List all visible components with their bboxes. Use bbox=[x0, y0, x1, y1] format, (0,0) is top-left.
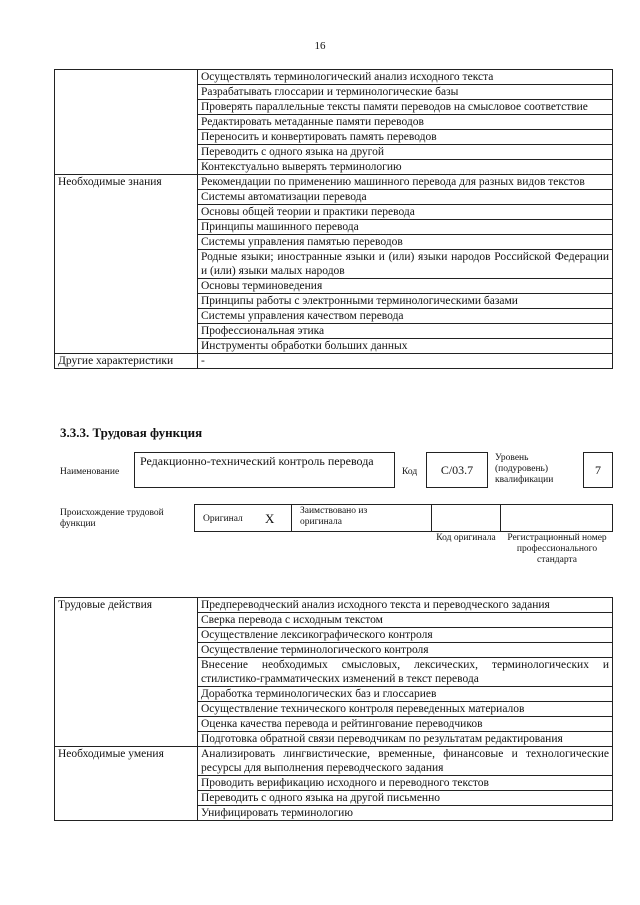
page-number: 16 bbox=[314, 40, 326, 52]
table-row bbox=[55, 702, 613, 717]
table-row bbox=[55, 100, 613, 115]
row-text: Предпереводческий анализ исходного текста и переводческого задания bbox=[198, 598, 613, 613]
row-label bbox=[55, 70, 198, 85]
table-row bbox=[55, 309, 613, 324]
row-text: Анализировать лингвистические, временные, финансовые и технологические ресурсы для выполнения переводческого задания bbox=[198, 747, 613, 776]
table-row bbox=[55, 658, 613, 687]
row-text: Оценка качества перевода и рейтингование переводчиков bbox=[198, 717, 613, 732]
row-text: Родные языки; иностранные языки и (или) языки народов Российской Федерации и (или) языки малых народов bbox=[198, 250, 613, 279]
row-label bbox=[55, 220, 198, 235]
row-text: Проводить верификацию исходного и переводного текстов bbox=[198, 776, 613, 791]
row-text: Внесение необходимых смысловых, лексических, терминологических и стилистико-грамматических изменений в текст перевода bbox=[198, 658, 613, 687]
requirements-table-bottom bbox=[54, 597, 613, 821]
table-row bbox=[55, 732, 613, 747]
row-text: Осуществлять терминологический анализ исходного текста bbox=[198, 70, 613, 85]
reg-number-caption: Регистрационный номер профессионального стандарта bbox=[507, 533, 607, 565]
row-label bbox=[55, 717, 198, 732]
name-label: Наименование bbox=[60, 467, 120, 477]
table-row bbox=[55, 598, 613, 613]
row-label bbox=[55, 791, 198, 806]
code-original-box bbox=[431, 504, 501, 532]
row-label bbox=[55, 643, 198, 658]
row-text: Подготовка обратной связи переводчикам по результатам редактирования bbox=[198, 732, 613, 747]
level-label: Уровень (подуровень) квалификации bbox=[495, 453, 554, 485]
table-row bbox=[55, 115, 613, 130]
row-label bbox=[55, 205, 198, 220]
row-label bbox=[55, 190, 198, 205]
row-label bbox=[55, 806, 198, 821]
row-text: Проверять параллельные тексты памяти переводов на смысловое соответствие bbox=[198, 100, 613, 115]
row-text: Переводить с одного языка на другой письменно bbox=[198, 791, 613, 806]
row-label bbox=[55, 687, 198, 702]
table-row bbox=[55, 354, 613, 369]
row-label-knowledge: Необходимые знания bbox=[55, 175, 198, 190]
table-row bbox=[55, 205, 613, 220]
table-row bbox=[55, 160, 613, 175]
original-label: Оригинал bbox=[203, 514, 243, 524]
row-text: Принципы работы с электронными терминологическими базами bbox=[198, 294, 613, 309]
row-text: Основы терминоведения bbox=[198, 279, 613, 294]
row-label bbox=[55, 85, 198, 100]
row-label bbox=[55, 732, 198, 747]
table-row bbox=[55, 85, 613, 100]
row-text: Унифицировать терминологию bbox=[198, 806, 613, 821]
requirements-table-top bbox=[54, 69, 613, 369]
table-row bbox=[55, 717, 613, 732]
row-label bbox=[55, 279, 198, 294]
row-label bbox=[55, 628, 198, 643]
row-text: Переносить и конвертировать память переводов bbox=[198, 130, 613, 145]
row-text: Контекстуально выверять терминологию bbox=[198, 160, 613, 175]
row-text: Основы общей теории и практики перевода bbox=[198, 205, 613, 220]
table-row bbox=[55, 643, 613, 658]
row-label bbox=[55, 160, 198, 175]
row-text: Осуществление лексикографического контроля bbox=[198, 628, 613, 643]
table-row bbox=[55, 747, 613, 776]
row-text: Осуществление технического контроля переведенных материалов bbox=[198, 702, 613, 717]
original-cell bbox=[194, 504, 292, 532]
row-label bbox=[55, 250, 198, 279]
table-row bbox=[55, 687, 613, 702]
row-label-skills: Необходимые умения bbox=[55, 747, 198, 776]
row-text: Профессиональная этика bbox=[198, 324, 613, 339]
row-text: Редактировать метаданные памяти переводов bbox=[198, 115, 613, 130]
table-row bbox=[55, 339, 613, 354]
row-text: Принципы машинного перевода bbox=[198, 220, 613, 235]
name-value: Редакционно-технический контроль перевода bbox=[134, 452, 395, 488]
origin-label: Происхождение трудовой функции bbox=[60, 508, 164, 529]
row-text: Сверка перевода с исходным текстом bbox=[198, 613, 613, 628]
table-row bbox=[55, 130, 613, 145]
table-row bbox=[55, 220, 613, 235]
table-row bbox=[55, 791, 613, 806]
row-label bbox=[55, 339, 198, 354]
row-text: - bbox=[198, 354, 613, 369]
code-original-caption: Код оригинала bbox=[436, 533, 496, 543]
row-label bbox=[55, 776, 198, 791]
row-text: Переводить с одного языка на другой bbox=[198, 145, 613, 160]
level-value: 7 bbox=[583, 452, 613, 488]
row-label bbox=[55, 235, 198, 250]
original-mark: X bbox=[265, 511, 275, 526]
row-label bbox=[55, 324, 198, 339]
table-row bbox=[55, 806, 613, 821]
borrowed-cell bbox=[291, 504, 432, 532]
row-text: Разрабатывать глоссарии и терминологические базы bbox=[198, 85, 613, 100]
row-label bbox=[55, 115, 198, 130]
code-value: C/03.7 bbox=[426, 452, 488, 488]
row-label bbox=[55, 658, 198, 687]
table-row bbox=[55, 613, 613, 628]
row-text: Системы автоматизации перевода bbox=[198, 190, 613, 205]
row-text: Инструменты обработки больших данных bbox=[198, 339, 613, 354]
table-row bbox=[55, 294, 613, 309]
row-text: Осуществление терминологического контроля bbox=[198, 643, 613, 658]
table-row bbox=[55, 145, 613, 160]
table-row bbox=[55, 628, 613, 643]
table-row bbox=[55, 190, 613, 205]
row-label bbox=[55, 702, 198, 717]
row-text: Рекомендации по применению машинного перевода для разных видов текстов bbox=[198, 175, 613, 190]
table-row bbox=[55, 70, 613, 85]
table-row bbox=[55, 324, 613, 339]
row-text: Доработка терминологических баз и глоссариев bbox=[198, 687, 613, 702]
reg-number-box bbox=[500, 504, 613, 532]
row-text: Системы управления памятью переводов bbox=[198, 235, 613, 250]
table-row bbox=[55, 235, 613, 250]
table-row bbox=[55, 250, 613, 279]
row-text: Системы управления качеством перевода bbox=[198, 309, 613, 324]
row-label bbox=[55, 145, 198, 160]
row-label-other: Другие характеристики bbox=[55, 354, 198, 369]
borrowed-label: Заимствовано из оригинала bbox=[300, 506, 368, 527]
row-label bbox=[55, 100, 198, 115]
row-label bbox=[55, 294, 198, 309]
code-label: Код bbox=[402, 467, 418, 477]
section-heading: 3.3.3. Трудовая функция bbox=[60, 425, 203, 440]
row-label-actions: Трудовые действия bbox=[55, 598, 198, 613]
row-label bbox=[55, 309, 198, 324]
table-row bbox=[55, 279, 613, 294]
table-row bbox=[55, 776, 613, 791]
row-label bbox=[55, 613, 198, 628]
table-row bbox=[55, 175, 613, 190]
row-label bbox=[55, 130, 198, 145]
